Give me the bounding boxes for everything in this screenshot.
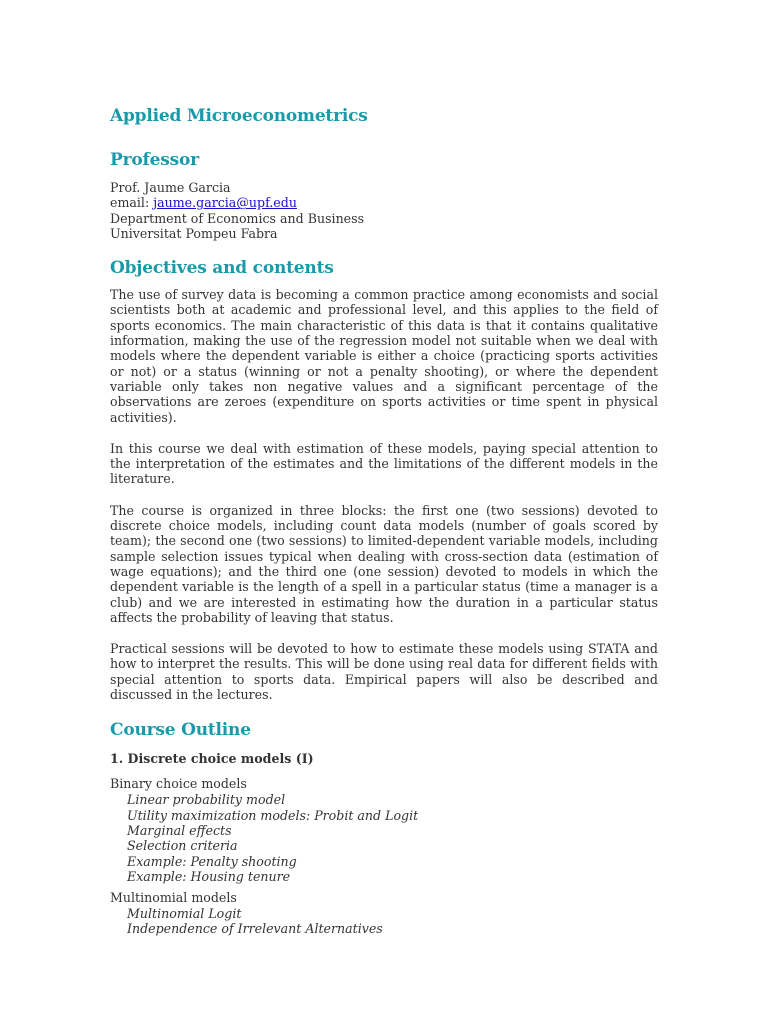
topic-item: Independence of Irrelevant Alternatives — [127, 921, 383, 937]
topic-group-multinomial — [110, 890, 658, 937]
topic-list — [127, 906, 658, 937]
topic-list — [127, 792, 658, 884]
professor-info — [110, 180, 658, 241]
email-label: email: — [110, 195, 154, 211]
topic-group-title: Multinomial models — [110, 890, 237, 906]
objectives-paragraph: In this course we deal with estimation of these models, paying special attention to the interpretation of the estimates and the limitations of the different models in the literature. — [110, 440, 658, 487]
topic-item: Multinomial Logit — [127, 906, 242, 922]
topic-item: Selection criteria — [127, 838, 238, 854]
topic-item: Utility maximization models: Probit and Logit — [127, 807, 419, 823]
professor-university: Universitat Pompeu Fabra — [110, 225, 278, 241]
objectives-paragraph: Practical sessions will be devoted to how to estimate these models using STATA and how to interpret the results. This will be done using real data for different fields with special attention to sports data. Empirical papers will also be described and discussed in the lectures. — [110, 641, 658, 703]
section-title: 1. Discrete choice models (I) — [110, 751, 314, 767]
topic-item: Example: Housing tenure — [127, 868, 291, 884]
document-page — [110, 103, 658, 943]
topic-item: Marginal effects — [127, 822, 232, 838]
objectives-paragraph: The course is organized in three blocks: the first one (two sessions) devoted to discrete choice models, including count data models (number of goals scored by team); the second one (two sessions) to limited-dependent variable models, including sample selection issues typical when dealing with cross-section data (estimation of wage equations); and the third one (one session) devoted to models in which the dependent variable is the length of a spell in a particular status (time a manager is a club) and we are interested in estimating how the duration in a particular status affects the probability of leaving that status. — [110, 502, 658, 625]
professor-email-line — [110, 195, 658, 210]
professor-heading: Professor — [110, 150, 199, 170]
professor-name: Prof. Jaume Garcia — [110, 180, 231, 195]
objectives-heading: Objectives and contents — [110, 258, 334, 279]
email-link[interactable]: jaume.garcia@upf.edu — [153, 195, 297, 211]
topic-group-title: Binary choice models — [110, 776, 247, 792]
objectives-paragraph: The use of survey data is becoming a common practice among economists and social scientists both at academic and professional level, and this applies to the field of sports economics. The main characteristic of this data is that it contains qualitative information, making the use of the regression model not suitable when we deal with models where the dependent variable is either a choice (practicing sports activities or not) or a status (winning or not a penalty shooting), or where the dependent variable only takes non negative values and a significant percentage of the observations are zeroes (expenditure on sports activities or time spent in physical activities). — [110, 287, 658, 425]
topic-group-binary — [110, 776, 658, 884]
topic-item: Linear probability model — [127, 792, 286, 808]
professor-department: Department of Economics and Business — [110, 210, 365, 226]
topic-item: Example: Penalty shooting — [127, 853, 297, 869]
course-outline-heading: Course Outline — [110, 720, 251, 741]
document-title: Applied Microeconometrics — [110, 106, 368, 126]
objectives-body — [110, 287, 658, 702]
